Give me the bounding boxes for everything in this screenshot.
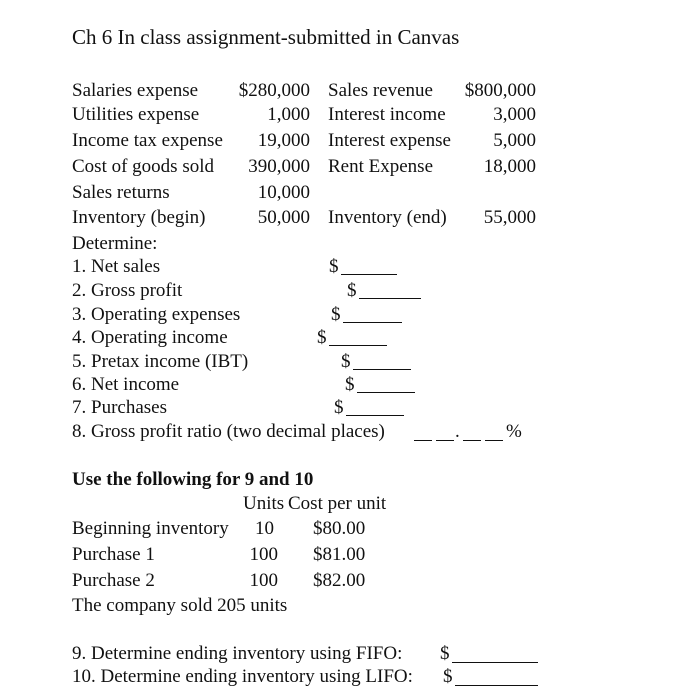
question-5-pretax-income: 5. Pretax income (IBT) (72, 351, 249, 372)
q2-dollar-sign: $ (347, 280, 357, 301)
units-column-header: Units (243, 493, 285, 514)
interest-expense-amount: 5,000 (493, 130, 536, 151)
question-10-lifo: 10. Determine ending inventory using LIFO: (72, 666, 413, 687)
question-7-purchases: 7. Purchases (72, 397, 167, 418)
inventory-begin-amount: 50,000 (257, 207, 310, 228)
page-title: Ch 6 In class assignment-submitted in Canvas (72, 25, 460, 49)
income-tax-expense-label: Income tax expense (72, 130, 223, 151)
purchase-2-label: Purchase 2 (72, 570, 155, 591)
q4-dollar-sign: $ (317, 327, 327, 348)
question-9-fifo: 9. Determine ending inventory using FIFO: (72, 643, 403, 664)
salaries-expense-label: Salaries expense (72, 80, 199, 101)
utilities-expense-label: Utilities expense (72, 104, 200, 125)
cost-of-goods-sold-label: Cost of goods sold (72, 156, 214, 177)
sales-revenue-amount: $800,000 (464, 80, 536, 101)
q8-blank-1 (414, 440, 432, 441)
question-3-operating-expenses: 3. Operating expenses (72, 304, 241, 325)
q9-answer-blank (452, 662, 538, 663)
q8-percent-sign: % (506, 421, 522, 442)
inventory-begin-label: Inventory (begin) (72, 207, 206, 228)
inventory-end-label: Inventory (end) (328, 207, 447, 228)
q6-answer-blank (357, 392, 415, 393)
question-1-net-sales: 1. Net sales (72, 256, 161, 277)
purchase-1-units: 100 (249, 544, 278, 565)
question-8-gross-profit-ratio: 8. Gross profit ratio (two decimal places) (72, 421, 385, 442)
beginning-inventory-units: 10 (255, 518, 274, 539)
sales-returns-amount: 10,000 (257, 182, 310, 203)
q10-dollar-sign: $ (443, 666, 453, 687)
cost-per-unit-column-header: Cost per unit (288, 493, 387, 514)
interest-income-amount: 3,000 (493, 104, 536, 125)
q3-answer-blank (343, 322, 402, 323)
purchase-1-label: Purchase 1 (72, 544, 155, 565)
q6-dollar-sign: $ (345, 374, 355, 395)
purchase-2-cost: $82.00 (313, 570, 366, 591)
determine-label: Determine: (72, 233, 158, 254)
q8-blank-4 (485, 440, 503, 441)
q1-dollar-sign: $ (329, 256, 339, 277)
q5-dollar-sign: $ (341, 351, 351, 372)
q8-blank-2 (436, 440, 454, 441)
income-tax-expense-amount: 19,000 (257, 130, 310, 151)
rent-expense-amount: 18,000 (483, 156, 536, 177)
sales-returns-label: Sales returns (72, 182, 170, 203)
inventory-section-heading: Use the following for 9 and 10 (72, 469, 314, 490)
q8-decimal-point: . (455, 421, 460, 442)
q8-blank-3 (463, 440, 481, 441)
units-sold-text: The company sold 205 units (72, 595, 288, 616)
cost-of-goods-sold-amount: 390,000 (248, 156, 310, 177)
question-2-gross-profit: 2. Gross profit (72, 280, 183, 301)
interest-income-label: Interest income (328, 104, 446, 125)
sales-revenue-label: Sales revenue (328, 80, 433, 101)
q7-dollar-sign: $ (334, 397, 344, 418)
inventory-end-amount: 55,000 (483, 207, 536, 228)
utilities-expense-amount: 1,000 (267, 104, 310, 125)
q2-answer-blank (359, 298, 421, 299)
purchase-1-cost: $81.00 (313, 544, 366, 565)
q4-answer-blank (329, 345, 387, 346)
q5-answer-blank (353, 369, 411, 370)
q1-answer-blank (341, 274, 397, 275)
salaries-expense-amount: $280,000 (238, 80, 310, 101)
rent-expense-label: Rent Expense (328, 156, 434, 177)
purchase-2-units: 100 (249, 570, 278, 591)
beginning-inventory-label: Beginning inventory (72, 518, 229, 539)
question-4-operating-income: 4. Operating income (72, 327, 228, 348)
q9-dollar-sign: $ (440, 643, 450, 664)
question-6-net-income: 6. Net income (72, 374, 180, 395)
q7-answer-blank (346, 415, 404, 416)
q3-dollar-sign: $ (331, 304, 341, 325)
q10-answer-blank (455, 685, 538, 686)
interest-expense-label: Interest expense (328, 130, 451, 151)
beginning-inventory-cost: $80.00 (313, 518, 366, 539)
